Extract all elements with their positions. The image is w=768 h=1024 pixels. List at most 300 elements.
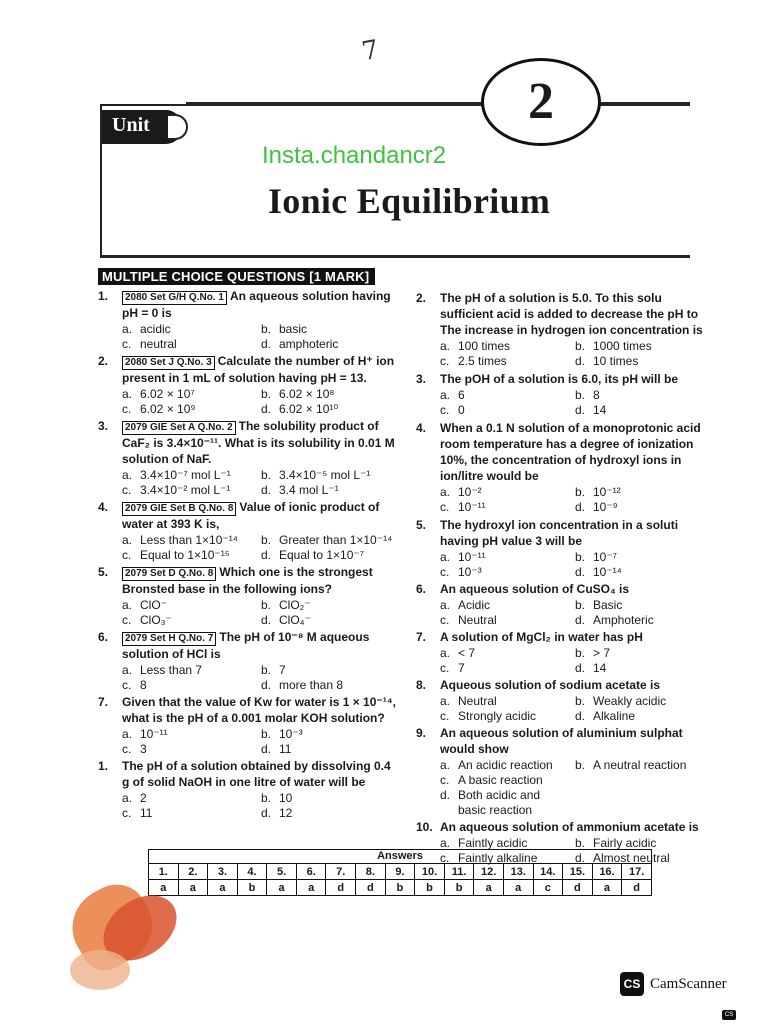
option [261,322,396,337]
option-list [122,663,396,693]
option-letter: d. [575,403,586,417]
option [122,613,257,628]
option [261,337,396,352]
question-text: Value of ionic product of water at 393 K is, [122,500,380,531]
option-letter: b. [575,388,586,402]
option [122,337,257,352]
answer-letter: d [622,880,652,896]
option [122,322,257,337]
answer-letter: a [178,880,208,896]
question-text: The pH of 10⁻⁸ M aqueous solution of HCl is [122,630,370,661]
answer-number: 17. [622,864,652,880]
question-number: 1. [98,759,109,773]
question-text: Calculate the number of H⁺ ion present in 1 mL of solution having pH = 13. [122,354,395,385]
option-letter: a. [440,694,451,708]
option-text: Equal to 1×10⁻¹⁵ [140,548,230,562]
option [122,483,257,498]
option-letter: a. [440,339,451,353]
question-number: 7. [416,630,427,644]
option-letter: d. [261,483,272,497]
option-text: Acidic [458,598,491,612]
option [575,661,706,676]
option [575,550,706,565]
option [575,485,706,500]
option-text: 11 [140,806,153,820]
option-text: Almost neutral [593,851,670,865]
answer-letter: a [296,880,326,896]
question-text: An aqueous solution of CuSO₄ is [440,582,630,596]
option-text: Strongly acidic [458,709,537,723]
option-list [440,598,706,628]
option-letter: a. [122,322,133,336]
option-list [440,758,706,818]
finger-blur-highlight [70,950,130,990]
option-text: amphoteric [279,337,339,351]
option-text: Basic [593,598,623,612]
option [261,387,396,402]
option-list [122,791,396,821]
option-letter: b. [575,550,586,564]
question-number: 6. [416,582,427,596]
option-letter: a. [122,468,133,482]
answer-number: 4. [237,864,267,880]
question-number: 2. [416,291,427,305]
question-item [416,581,706,628]
option [575,773,706,788]
camscanner-mini-icon: CS [722,1010,736,1020]
option [261,598,396,613]
option-text: 6 [458,388,465,402]
question-text: Aqueous solution of sodium acetate is [440,678,661,692]
option-list [440,694,706,724]
option-letter: d. [575,613,586,627]
option-letter: a. [440,550,451,564]
exam-reference-tag: 2080 Set G/H Q.No. 1 [122,291,227,305]
option-letter: b. [261,727,272,741]
question-stem [440,371,706,387]
option-letter: d. [575,709,586,723]
question-number: 7. [98,695,109,709]
option-letter: a. [440,388,451,402]
answer-letter: a [592,880,622,896]
question-stem [122,629,396,662]
option-letter: b. [575,485,586,499]
option [575,565,706,580]
option-text: > 7 [593,646,611,660]
option [261,613,396,628]
answers-title: Answers [148,849,652,863]
option-text: Alkaline [593,709,636,723]
question-item [98,288,396,352]
question-number: 9. [416,726,427,740]
option [440,788,571,818]
question-stem [122,694,396,726]
answer-number: 13. [503,864,533,880]
option-text: Faintly alkaline [458,851,538,865]
question-item [98,564,396,628]
option-letter: d. [440,788,451,802]
option-list [122,727,396,757]
answer-number: 5. [267,864,297,880]
option [261,483,396,498]
question-stem [440,819,706,835]
option [440,388,571,403]
option [440,485,571,500]
question-item [416,517,706,580]
option [575,646,706,661]
question-text: Given that the value of Kw for water is 1 × 10⁻¹⁴, what is the pH of a 0.001 molar KOH solution? [122,695,397,725]
answer-letter: a [208,880,238,896]
option [440,339,571,354]
option-text: 10⁻¹⁴ [593,565,622,579]
option-text: 6.02 × 10¹⁰ [279,402,339,416]
option-text: 14 [593,403,607,417]
option [575,339,706,354]
answer-letter: a [503,880,533,896]
option [440,661,571,676]
option-letter: c. [122,742,132,756]
option [261,548,396,563]
option-text: 12 [279,806,293,820]
option [261,402,396,417]
option-text: 10 times [593,354,639,368]
option-list [122,468,396,498]
answer-number: 9. [385,864,415,880]
option-text: 7 [458,661,465,675]
question-number: 1. [98,289,109,303]
option [440,773,571,788]
option-text: 6.02 × 10⁸ [279,387,335,401]
option-text: ClO₄⁻ [279,613,311,627]
option [440,403,571,418]
option-letter: b. [261,533,272,547]
answer-letter: d [326,880,356,896]
question-number: 4. [98,500,109,514]
camscanner-name: CamScanner [650,975,727,992]
answers-letter-row [149,880,652,896]
option-list [122,598,396,628]
camscanner-watermark [620,972,727,996]
option-letter: c. [122,337,132,351]
option-list [440,388,706,418]
unit-number: 2 [481,58,601,146]
option [122,742,257,757]
option [122,791,257,806]
exam-reference-tag: 2079 Set D Q.No. 8 [122,567,216,581]
option-letter: a. [440,485,451,499]
option [122,598,257,613]
option-letter: c. [122,483,132,497]
option-letter: c. [440,500,450,514]
option-text: 3.4×10⁻⁵ mol L⁻¹ [279,468,371,482]
question-number: 10. [416,820,433,834]
option-letter: c. [122,613,132,627]
option [261,678,396,693]
question-number: 5. [98,565,109,579]
option-text: Weakly acidic [593,694,667,708]
option-text: neutral [140,337,177,351]
option-letter: d. [575,661,586,675]
question-text: An aqueous solution having pH = 0 is [122,289,391,320]
option [261,727,396,742]
option-letter [575,788,593,818]
option-text: 3.4 mol L⁻¹ [279,483,339,497]
question-text: The hydroxyl ion concentration in a soluti having pH value 3 will be [440,518,679,548]
option [575,500,706,515]
question-number: 6. [98,630,109,644]
question-stem [440,725,706,757]
answer-letter: b [444,880,474,896]
answer-number: 8. [356,864,386,880]
question-item [98,629,396,693]
option-letter: c. [440,773,450,787]
option-text: 10⁻¹¹ [140,727,168,741]
option [122,727,257,742]
option [440,598,571,613]
option-text: 10⁻³ [458,565,482,579]
question-item [416,420,706,515]
answer-number: 10. [415,864,445,880]
answer-letter: d [356,880,386,896]
option-letter: b. [575,646,586,660]
option [440,565,571,580]
question-stem [440,290,706,338]
option-text: 3 [140,742,147,756]
exam-reference-tag: 2079 Set H Q.No. 7 [122,632,216,646]
option-text: Neutral [458,613,497,627]
question-text: When a 0.1 N solution of a monoprotonic acid room temperature has a degree of ionization 10%, the concentration of hydroxyl ions in ion/litre would be [440,421,701,483]
chapter-title: Ionic Equilibrium [268,181,551,221]
option-text: < 7 [458,646,476,660]
option-text: 8 [593,388,600,402]
question-stem [440,517,706,549]
option-letter: a. [122,598,133,612]
option [575,403,706,418]
question-text: The pOH of a solution is 6.0, its pH will be [440,372,679,386]
option-letter [575,773,593,788]
option-letter: d. [261,678,272,692]
answer-number: 12. [474,864,504,880]
answer-letter: a [149,880,179,896]
option-letter: a. [122,791,133,805]
answer-number: 16. [592,864,622,880]
question-number: 8. [416,678,427,692]
option-list [122,533,396,563]
option-text: Greater than 1×10⁻¹⁴ [279,533,393,547]
question-stem [122,418,396,467]
exam-reference-tag: 2079 GIE Set B Q.No. 8 [122,502,236,516]
option-text: 6.02 × 10⁷ [140,387,195,401]
answer-number: 2. [178,864,208,880]
option-text: Fairly acidic [593,836,657,850]
option-text: Both acidic and basic reaction [458,788,541,817]
question-item [98,418,396,498]
option [122,402,257,417]
header-rule-right [598,102,690,104]
question-stem [122,499,396,532]
option-letter: b. [575,836,586,850]
answer-number: 1. [149,864,179,880]
option-letter: b. [575,758,586,772]
question-item [416,371,706,418]
option [261,791,396,806]
exam-reference-tag: 2080 Set J Q.No. 3 [122,356,215,370]
option-letter: c. [440,851,450,865]
option [122,387,257,402]
option-text: 7 [279,663,286,677]
option-text: Less than 7 [140,663,203,677]
option-letter: a. [440,646,451,660]
question-stem [440,420,706,484]
option-text: ClO₂⁻ [279,598,311,612]
question-stem [440,629,706,645]
option-list [440,550,706,580]
option-text: 3.4×10⁻² mol L⁻¹ [140,483,231,497]
option [440,758,571,773]
option-text: 100 times [458,339,511,353]
answer-number: 14. [533,864,563,880]
option-letter: d. [575,851,586,865]
option [122,663,257,678]
option-letter: c. [122,402,132,416]
option-letter: b. [261,468,272,482]
question-item [98,353,396,417]
option [575,354,706,369]
option-text: 3.4×10⁻⁷ mol L⁻¹ [140,468,231,482]
option [575,598,706,613]
option-text: 14 [593,661,607,675]
option [440,646,571,661]
option [440,709,571,724]
option-letter: b. [261,663,272,677]
option [440,354,571,369]
question-item [98,694,396,757]
option-text: 6.02 × 10⁹ [140,402,196,416]
question-item [416,677,706,724]
right-question-column [416,290,706,867]
question-number: 3. [416,372,427,386]
option-list [122,322,396,352]
option-letter: b. [261,598,272,612]
option-letter: a. [122,663,133,677]
question-stem [122,353,396,386]
option [575,388,706,403]
question-stem [440,581,706,597]
option-letter: d. [261,402,272,416]
question-item [416,290,706,369]
option [575,709,706,724]
option [122,806,257,821]
option-letter: b. [575,598,586,612]
option-text: 10⁻⁹ [593,500,618,514]
option [575,613,706,628]
option-text: 10⁻¹¹ [458,550,486,564]
option-text: Faintly acidic [458,836,528,850]
option-text: Neutral [458,694,497,708]
option-text: 2.5 times [458,354,507,368]
option-text: basic [279,322,308,336]
section-title: MULTIPLE CHOICE QUESTIONS [1 MARK] [98,268,375,285]
exam-reference-tag: 2079 GIE Set A Q.No. 2 [122,421,236,435]
watermark-text: Insta.chandancr2 [262,142,447,169]
option [575,758,706,773]
option-letter: b. [575,339,586,353]
option-letter: b. [575,694,586,708]
option-text: 0 [458,403,465,417]
question-stem [122,564,396,597]
option-list [440,339,706,369]
option [261,468,396,483]
option-letter: d. [575,500,586,514]
option [440,694,571,709]
answer-letter: d [563,880,593,896]
answer-number: 7. [326,864,356,880]
option-text: Amphoteric [593,613,654,627]
option-text: A neutral reaction [593,758,687,772]
option-letter: a. [122,727,133,741]
answer-number: 15. [563,864,593,880]
option-text: 10⁻¹¹ [458,500,486,514]
option [440,613,571,628]
option-letter: d. [261,806,272,820]
left-question-column [98,288,396,822]
question-text: The solubility product of CaF₂ is 3.4×10⁻¹¹. What is its solubility in 0.01 M solution of NaF. [122,419,395,466]
option-letter: a. [440,598,451,612]
option-list [122,387,396,417]
option-letter: d. [261,337,272,351]
question-text: An aqueous solution of ammonium acetate is [440,820,699,834]
option-text: Equal to 1×10⁻⁷ [279,548,365,562]
option-letter: c. [122,806,132,820]
option-text: 8 [140,678,147,692]
option-text: Less than 1×10⁻¹⁴ [140,533,238,547]
option-text: An acidic reaction [458,758,553,772]
option-list [440,485,706,515]
option-letter: a. [122,387,133,401]
option-text: 1000 times [593,339,652,353]
question-item [416,629,706,676]
option-letter: d. [575,565,586,579]
answer-letter: b [415,880,445,896]
question-number: 4. [416,421,427,435]
option-text: ClO₃⁻ [140,613,172,627]
answers-table [148,849,652,896]
question-text: Which one is the strongest Bronsted base in the following ions? [122,565,373,596]
question-number: 3. [98,419,109,433]
option [261,742,396,757]
question-item [416,725,706,818]
question-text: An aqueous solution of aluminium sulphat would show [440,726,683,756]
question-stem [440,677,706,693]
option [261,806,396,821]
option [122,548,257,563]
question-text: The pH of a solution is 5.0. To this solu sufficient acid is added to decrease the pH to The increase in hydrogen ion concentration is [440,291,703,337]
option [575,694,706,709]
option-letter: a. [440,836,451,850]
option-text: more than 8 [279,678,344,692]
question-text: A solution of MgCl₂ in water has pH [440,630,643,644]
option-letter: c. [440,403,450,417]
option-text: A basic reaction [458,773,543,787]
question-item [98,499,396,563]
option [261,663,396,678]
answer-letter: b [237,880,267,896]
option-letter: c. [440,354,450,368]
option-letter: b. [261,322,272,336]
option-text: 10 [279,791,293,805]
option-text: ClO⁻ [140,598,167,612]
option-text: acidic [140,322,171,336]
